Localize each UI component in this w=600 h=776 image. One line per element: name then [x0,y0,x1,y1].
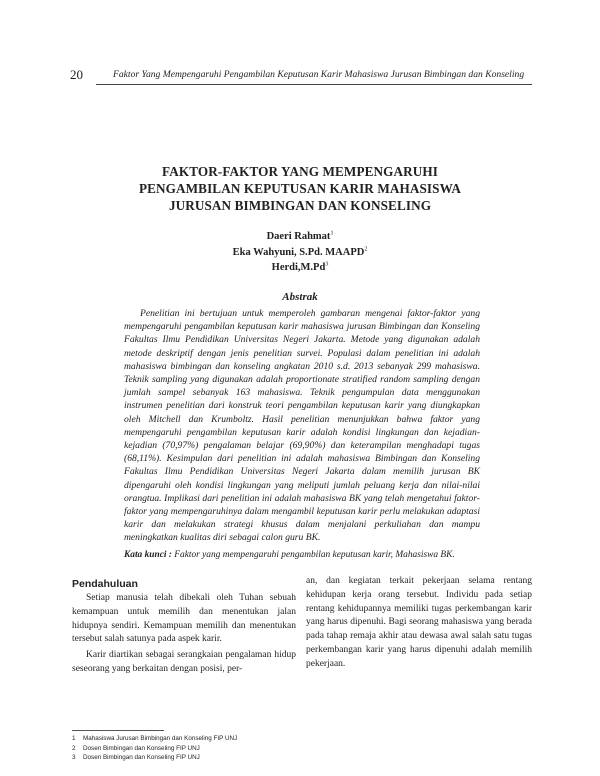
footnotes [72,734,237,763]
paragraph: Karir diartikan sebagai serangkaian pengalaman hidup seseorang yang berkaitan dengan posisi, per- [72,650,296,674]
footnote [72,753,237,763]
author-list [0,229,600,276]
page-number: 20 [70,67,83,82]
footnote-mark: 1 [72,735,76,742]
author [0,229,600,245]
title-line: FAKTOR-FAKTOR YANG MEMPENGARUHI [162,164,438,179]
footnote [72,734,237,744]
abstract-heading: Abstrak [282,291,318,303]
footnote [72,744,237,754]
author-mark: 3 [325,261,329,268]
left-column [72,592,296,677]
footnote-rule [72,730,164,731]
footnote-mark: 3 [72,754,76,761]
keywords [124,550,480,560]
paper-title [0,163,600,214]
footnote-text: Dosen Bimbingan dan Konseling FIP UNJ [83,744,200,752]
abstract-text: Penelitian ini bertujuan untuk memperoleh gambaran mengenai faktor-faktor yang mempengaruhi pengambilan keputusan karir mahasiswa jurusan Bimbingan dan Konseling Fakultas Ilmu Pendidikan Universitas Negeri Jakarta. Metode yang digunakan adalah metode deskriptif dengan jenis penelitian survei. Populasi dalam penelitian ini adalah mahasiswa bimbingan dan konseling angkatan 2010 s.d. 2013 sebanyak 299 mahasiswa. Teknik sampling yang digunakan adalah proportionate stratified random sampling dengan jumlah sampel sebanyak 163 mahasiswa. Teknik pengumpulan data menggunakan instrumen penelitian dari konstruk teori pengambilan keputusan karir yang diungkapkan oleh Mitchell dan Krumboltz. Hasil penelitian menunjukkan bahwa faktor yang mempengaruhi pengambilan keputusan karir adalah kondisi lingkungan dan kejadian-kejadian (70,97%) pengalaman belajar (69,90%) dan keterampilan menghadapi tugas (68,11%). Kesimpulan dari penelitian ini adalah mahasiswa Bimbingan dan Konseling Fakultas Ilmu Pendidikan Universitas Negeri Jakarta dalam memilih jurusan BK dipengaruhi oleh kondisi lingkungan yang meliputi jumlah peluang kerja dan nilai-nilai orangtua. Implikasi dari penelitian ini adalah mahasiswa BK yang telah mengetahui faktor-faktor yang mempengaruhinya dalam mengambil keputusan karir perlu melakukan adaptasi karir dan melakukan strategi khusus dalam menjalani perkuliahan dan mampu meningkatkan kualitas diri sebagai calon guru BK. [124,308,480,544]
footnote-text: Dosen Bimbingan dan Konseling FIP UNJ [83,754,200,761]
paragraph: an, dan kegiatan terkait pekerjaan selama rentang kehidupan kerja orang tersebut. Individu pada setiap rentang kehidupannya memiliki tugas perkembangan karir yang harus dipenuhi. Bagi seorang mahasiswa yang berada pada tahap remaja akhir atau dewasa awal salah satu tugas perkembangan karir yang harus dipenuhi adalah memilih pekerjaan. [306,576,532,669]
header-rule [96,84,532,85]
right-column [306,575,532,672]
title-line: PENGAMBILAN KEPUTUSAN KARIR MAHASISWA [138,181,462,196]
author-name: Daeri Rahmat [266,231,331,242]
paragraph: Setiap manusia telah dibekali oleh Tuhan sebuah kemampuan untuk memilih dan menentukan jalan hidupnya sendiri. Kemampuan memilih dan menentukan tersebut salah satunya pada aspek karir. [72,593,296,645]
keywords-text: Faktor yang mempengaruhi pengambilan keputusan karir, Mahasiswa BK. [174,550,455,560]
section-heading: Pendahuluan [72,578,138,590]
footnote-text: Mahasiswa Jurusan Bimbingan dan Konseling FIP UNJ [83,735,238,742]
author-mark: 2 [364,246,368,252]
author-mark: 1 [330,230,334,237]
title-line: JURUSAN BIMBINGAN DAN KONSELING [168,198,432,213]
running-title: Faktor Yang Mempengaruhi Pengambilan Keputusan Karir Mahasiswa Jurusan Bimbingan dan Konseling [113,69,525,80]
author-name: Herdi,M.Pd [271,262,326,273]
author [0,245,600,261]
footnote-mark: 2 [72,744,76,752]
keywords-label: Kata kunci : [124,550,172,560]
author-name: Eka Wahyuni, S.Pd. MAAPD [232,246,365,258]
author [0,260,600,276]
